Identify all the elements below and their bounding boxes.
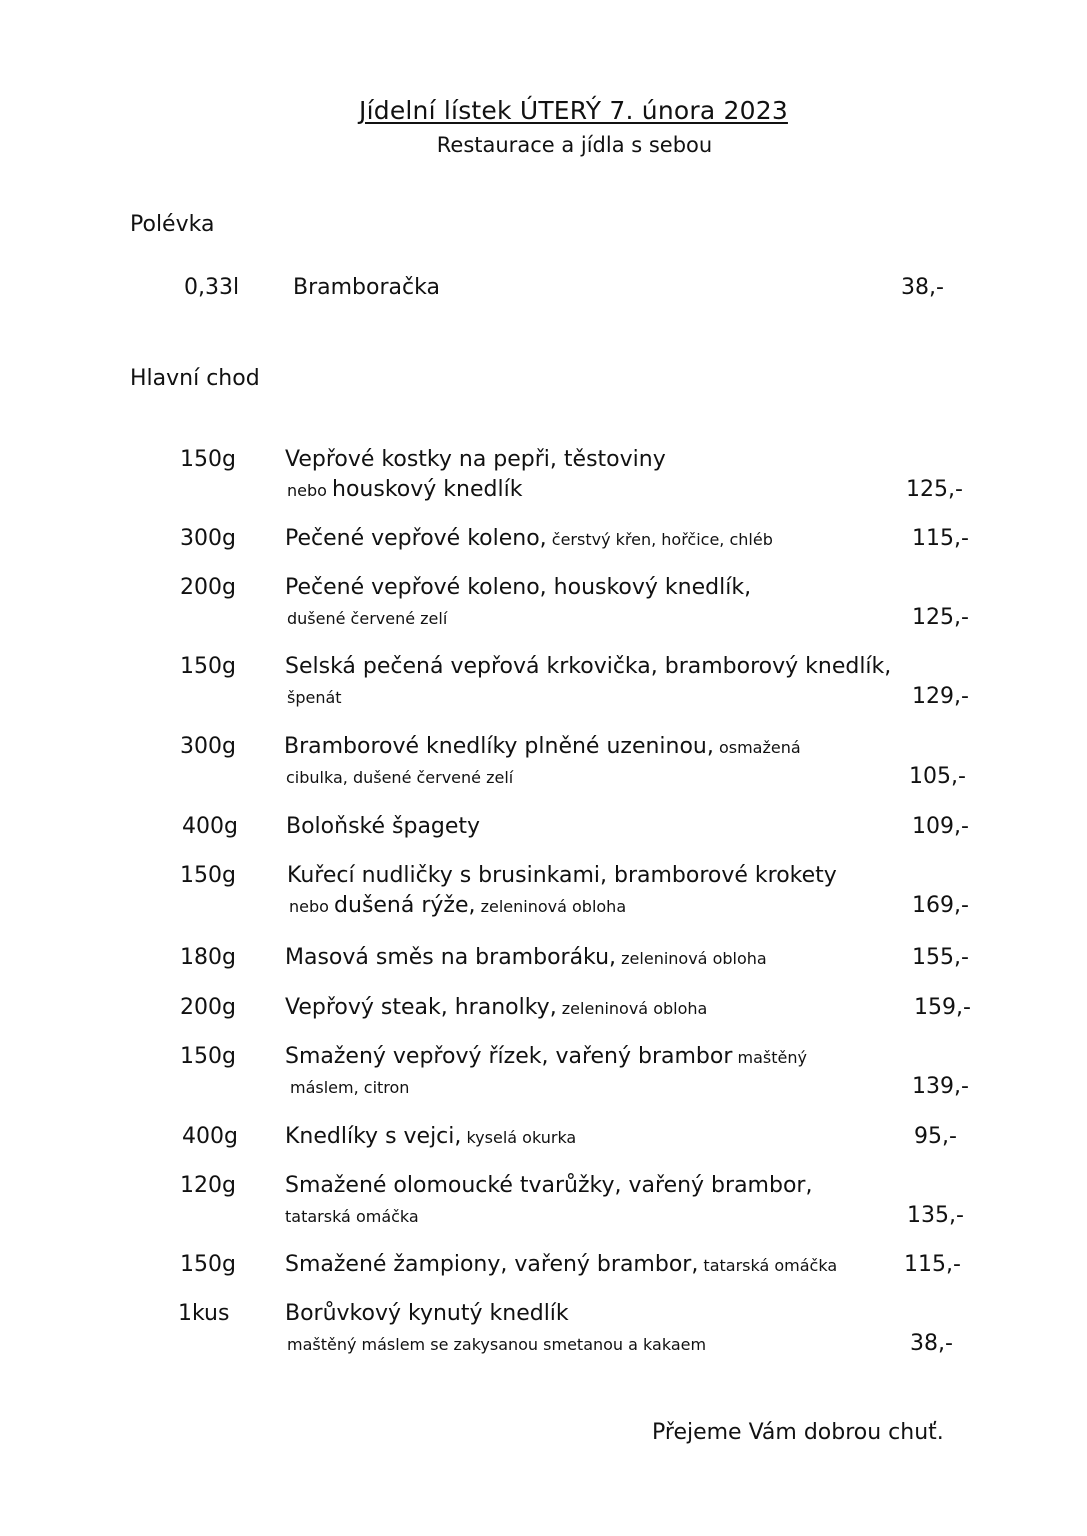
item-detail: nebo dušená rýže, zeleninová obloha bbox=[289, 893, 627, 918]
soup-quantity: 0,33l bbox=[184, 275, 240, 300]
item-quantity: 180g bbox=[180, 945, 236, 970]
item-quantity: 400g bbox=[182, 814, 238, 839]
item-quantity: 200g bbox=[180, 575, 236, 600]
item-price: 159,- bbox=[914, 995, 971, 1020]
item-quantity: 1kus bbox=[178, 1301, 230, 1326]
item-name: Kuřecí nudličky s brusinkami, bramborové krokety bbox=[287, 863, 837, 888]
item-name: Borůvkový kynutý knedlík bbox=[285, 1301, 569, 1326]
item-name: Masová směs na bramboráku, zeleninová obloha bbox=[285, 945, 767, 970]
item-name: Pečené vepřové koleno, čerstvý křen, hořčice, chléb bbox=[285, 526, 773, 551]
item-name: Smažené olomoucké tvarůžky, vařený brambor, bbox=[285, 1173, 813, 1198]
item-price: 139,- bbox=[912, 1074, 969, 1099]
menu-subtitle: Restaurace a jídla s sebou bbox=[436, 133, 713, 157]
soup-price: 38,- bbox=[901, 275, 944, 300]
item-name: Selská pečená vepřová krkovička, bramborový knedlík, bbox=[285, 654, 892, 679]
item-quantity: 300g bbox=[180, 734, 236, 759]
item-quantity: 150g bbox=[180, 1252, 236, 1277]
item-name: Smažený vepřový řízek, vařený brambor maštěný bbox=[285, 1044, 807, 1069]
item-quantity: 150g bbox=[180, 447, 236, 472]
item-detail: dušené červené zelí bbox=[287, 609, 448, 628]
item-name: Smažené žampiony, vařený brambor, tatarská omáčka bbox=[285, 1252, 838, 1277]
item-quantity: 150g bbox=[180, 863, 236, 888]
item-price: 95,- bbox=[914, 1124, 957, 1149]
soup-name: Bramboračka bbox=[293, 275, 440, 300]
item-detail: cibulka, dušené červené zelí bbox=[286, 768, 514, 787]
item-quantity: 400g bbox=[182, 1124, 238, 1149]
item-quantity: 300g bbox=[180, 526, 236, 551]
item-price: 115,- bbox=[904, 1252, 961, 1277]
item-detail: špenát bbox=[287, 688, 342, 707]
item-name: Pečené vepřové koleno, houskový knedlík, bbox=[285, 575, 752, 600]
closing-message: Přejeme Vám dobrou chuť. bbox=[652, 1420, 944, 1445]
item-detail: maštěný máslem se zakysanou smetanou a kakaem bbox=[287, 1335, 707, 1354]
item-price: 105,- bbox=[909, 764, 966, 789]
item-detail: nebo houskový knedlík bbox=[287, 477, 523, 502]
item-price: 109,- bbox=[912, 814, 969, 839]
item-price: 169,- bbox=[912, 893, 969, 918]
item-price: 135,- bbox=[907, 1203, 964, 1228]
item-detail: máslem, citron bbox=[290, 1078, 410, 1097]
item-price: 125,- bbox=[912, 605, 969, 630]
item-quantity: 200g bbox=[180, 995, 236, 1020]
item-price: 125,- bbox=[906, 477, 963, 502]
section-heading-main: Hlavní chod bbox=[130, 366, 260, 391]
item-detail: tatarská omáčka bbox=[285, 1207, 419, 1226]
menu-title: Jídelní lístek ÚTERÝ 7. února 2023 bbox=[359, 96, 788, 125]
item-name: Bramborové knedlíky plněné uzeninou, osmažená bbox=[284, 734, 801, 759]
item-name: Vepřové kostky na pepři, těstoviny bbox=[285, 447, 666, 472]
item-price: 38,- bbox=[910, 1331, 953, 1356]
item-price: 155,- bbox=[912, 945, 969, 970]
item-quantity: 150g bbox=[180, 1044, 236, 1069]
section-heading-soup: Polévka bbox=[130, 212, 215, 237]
item-quantity: 120g bbox=[180, 1173, 236, 1198]
item-price: 115,- bbox=[912, 526, 969, 551]
item-name: Boloňské špagety bbox=[286, 814, 481, 839]
item-price: 129,- bbox=[912, 684, 969, 709]
item-quantity: 150g bbox=[180, 654, 236, 679]
item-name: Knedlíky s vejci, kyselá okurka bbox=[285, 1124, 577, 1149]
item-name: Vepřový steak, hranolky, zeleninová obloha bbox=[285, 995, 708, 1020]
